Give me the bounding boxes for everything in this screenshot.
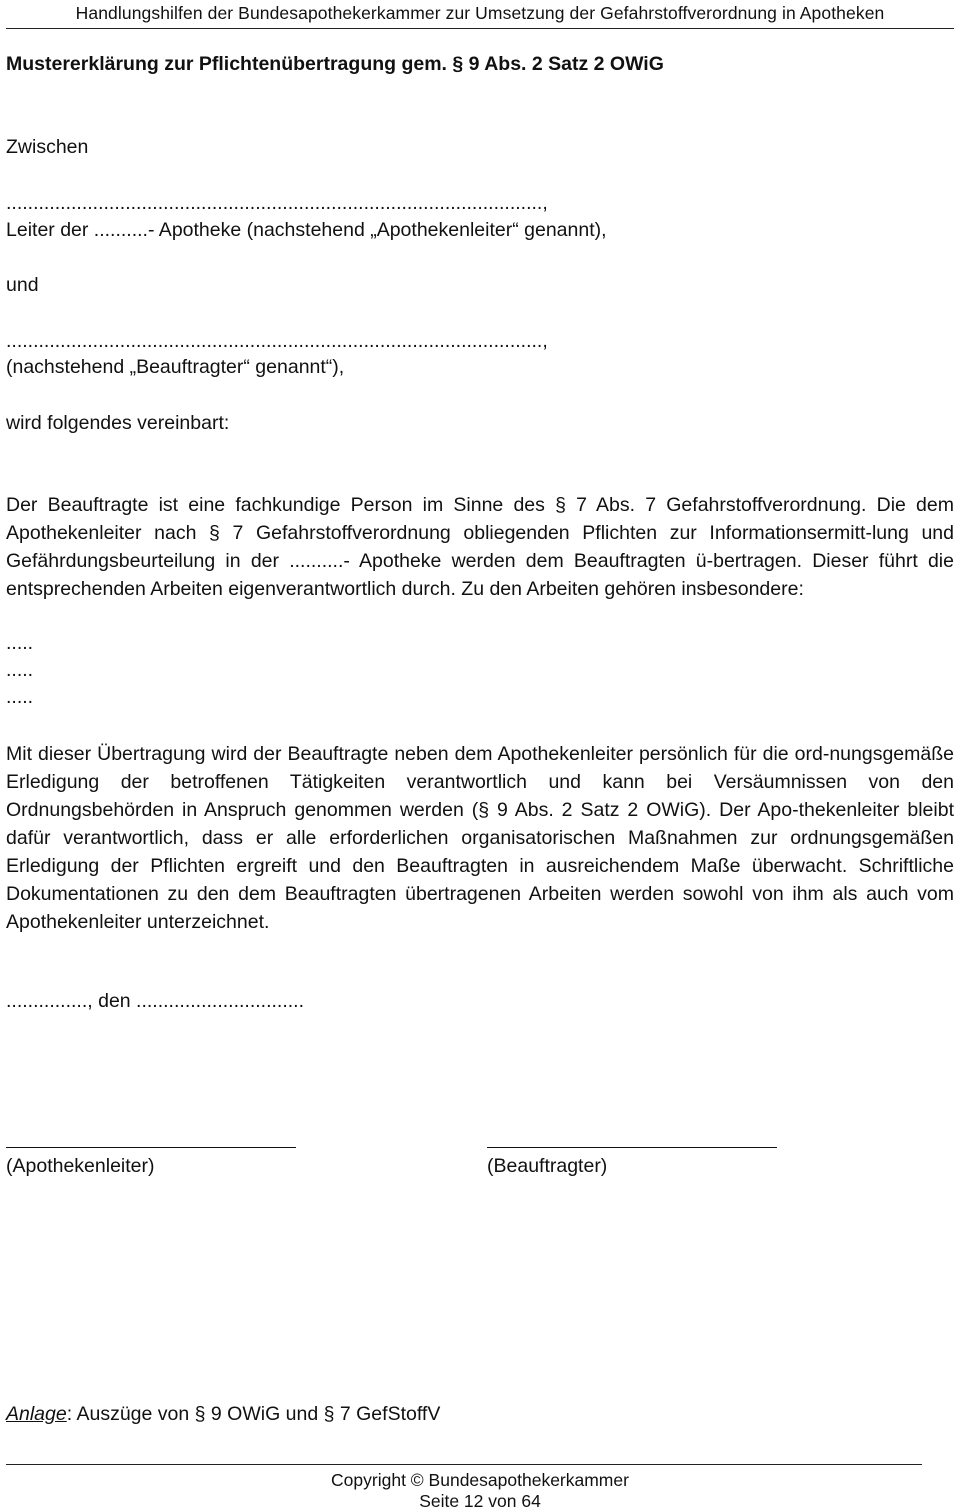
signature-line-left xyxy=(6,1147,296,1148)
party-1-placeholder: ..................................................................................................., xyxy=(6,192,548,214)
between-label: Zwischen xyxy=(6,136,89,158)
attachment-text: : Auszüge von § 9 OWiG und § 7 GefStoffV xyxy=(66,1403,441,1425)
signature-label-left: (Apothekenleiter) xyxy=(6,1155,155,1177)
duty-placeholder-1: ..... xyxy=(6,632,34,654)
leader-line: Leiter der ..........- Apotheke (nachstehend „Apothekenleiter“ genannt), xyxy=(6,219,607,241)
attachment-label: Anlage xyxy=(6,1403,67,1425)
document-title: Mustererklärung zur Pflichtenübertragung gem. § 9 Abs. 2 Satz 2 OWiG xyxy=(6,53,664,75)
duty-placeholder-3: ..... xyxy=(6,686,34,708)
running-header: Handlungshilfen der Bundesapothekerkammer zur Umsetzung der Gefahrstoffverordnung in Apotheken xyxy=(75,3,885,23)
place-date-line: ..............., den ............................... xyxy=(6,990,305,1012)
attachment-line xyxy=(6,1401,440,1427)
paragraph-duties: Der Beauftragte ist eine fachkundige Person im Sinne des § 7 Abs. 7 Gefahrstoffverordnung. Die dem Apothekenleiter nach § 7 Gefahrstoffverordnung obliegenden Pflichten zur Informationsermitt-lung und Gefährdungsbeurteilung in der ..........- Apotheke werden dem Beauftragten ü-bertragen. Dieser führt die entsprechenden Arbeiten eigenverantwortlich durch. Zu den Arbeiten gehören insbesondere: xyxy=(6,494,954,600)
paragraph-responsibility: Mit dieser Übertragung wird der Beauftragte neben dem Apothekenleiter persönlich für die ord-nungsgemäße Erledigung der betroffenen Tätigkeiten verantwortlich und kann bei Versäumnissen von den Ordnungsbehörden in Anspruch genommen werden (§ 9 Abs. 2 Satz 2 OWiG). Der Apo-thekenleiter bleibt dafür verantwortlich, dass er alle erforderlichen organisatorischen Maßnahmen zur ordnungsgemäßen Erledigung der Pflichten ergreift und den Beauftragten in ausreichendem Maße überwacht. Schriftliche Dokumentationen zu den dem Beauftragten übertragenen Arbeiten werden sowohl von ihm als auch vom Apothekenleiter unterzeichnet. xyxy=(6,743,954,933)
and-label: und xyxy=(6,274,39,296)
signature-label-right: (Beauftragter) xyxy=(487,1155,608,1177)
delegate-line: (nachstehend „Beauftragter“ genannt“), xyxy=(6,356,345,378)
header-divider xyxy=(6,28,954,29)
signature-line-right xyxy=(487,1147,777,1148)
duty-placeholder-2: ..... xyxy=(6,659,34,681)
footer-divider xyxy=(6,1464,922,1465)
party-2-placeholder: ..................................................................................................., xyxy=(6,330,548,352)
footer-page-number: Seite 12 von 64 xyxy=(419,1491,541,1511)
agreement-intro: wird folgendes vereinbart: xyxy=(6,412,230,434)
footer-copyright: Copyright © Bundesapothekerkammer xyxy=(331,1470,629,1490)
